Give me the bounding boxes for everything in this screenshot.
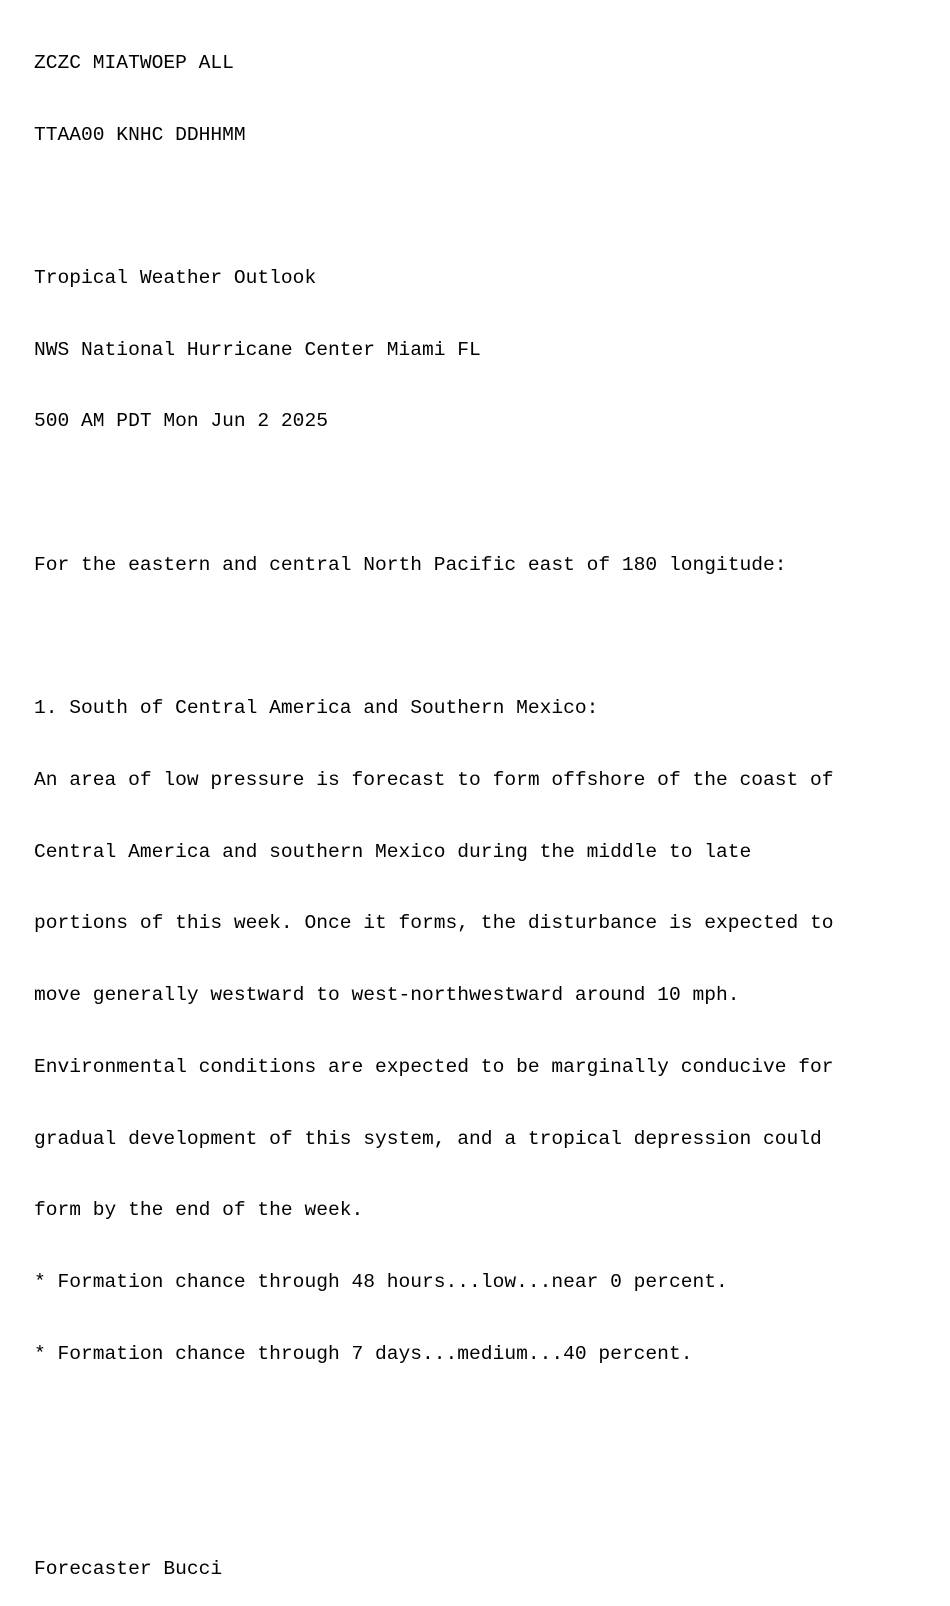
issuing-office: NWS National Hurricane Center Miami FL — [34, 338, 481, 361]
header-line-2: TTAA00 KNHC DDHHMM — [34, 123, 246, 146]
item-1-body-line: Central America and southern Mexico during the middle to late — [34, 840, 752, 863]
tropical-weather-outlook-text — [34, 4, 834, 1606]
item-1-body-line: form by the end of the week. — [34, 1199, 364, 1222]
blank-line — [34, 482, 834, 506]
item-1-body-line: An area of low pressure is forecast to form offshore of the coast of — [34, 768, 834, 791]
item-1-body-line: portions of this week. Once it forms, the disturbance is expected to — [34, 912, 834, 935]
forecaster-signature: Forecaster Bucci — [34, 1557, 223, 1580]
product-title: Tropical Weather Outlook — [34, 266, 317, 289]
blank-line — [34, 1414, 834, 1438]
blank-line — [34, 195, 834, 219]
blank-line — [34, 626, 834, 650]
item-1-body-line: move generally westward to west-northwestward around 10 mph. — [34, 984, 740, 1007]
formation-chance-48h: * Formation chance through 48 hours...low...near 0 percent. — [34, 1270, 728, 1293]
item-1-heading: 1. South of Central America and Southern Mexico: — [34, 697, 599, 720]
item-1-body-line: gradual development of this system, and a tropical depression could — [34, 1127, 822, 1150]
formation-chance-7d: * Formation chance through 7 days...medium...40 percent. — [34, 1342, 693, 1365]
item-1-body-line: Environmental conditions are expected to be marginally conducive for — [34, 1055, 834, 1078]
coverage-scope: For the eastern and central North Pacific east of 180 longitude: — [34, 553, 787, 576]
issue-time: 500 AM PDT Mon Jun 2 2025 — [34, 410, 328, 433]
blank-line — [34, 1486, 834, 1510]
header-line-1: ZCZC MIATWOEP ALL — [34, 51, 234, 74]
